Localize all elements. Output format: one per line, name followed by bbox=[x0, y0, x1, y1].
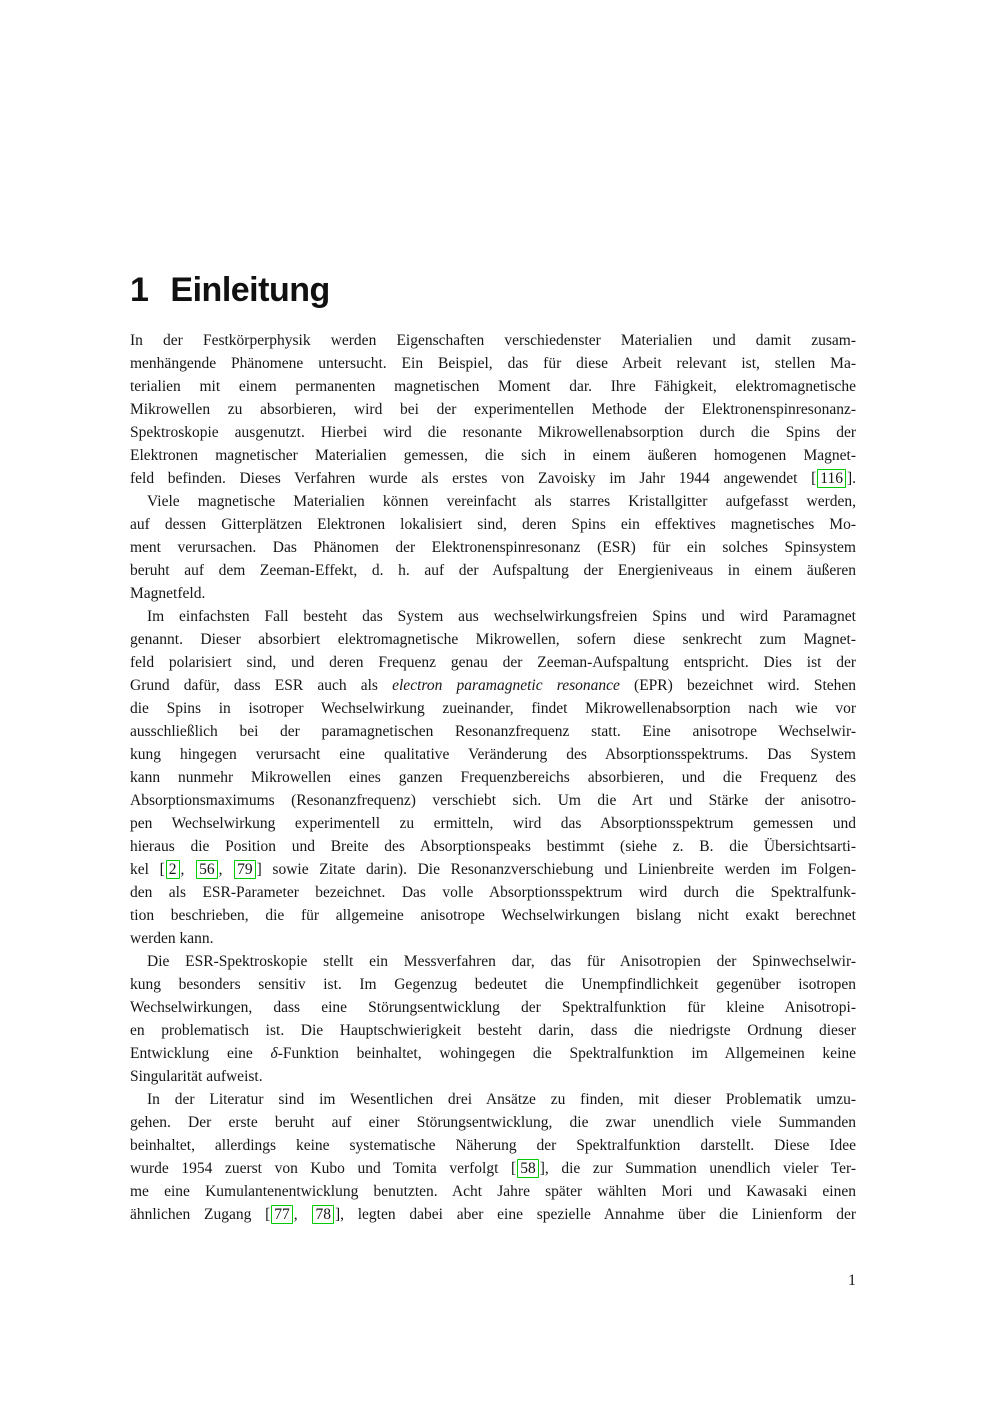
text-line: kung hingegen verursacht eine qualitative Veränderung des Absorptionsspektrums. Das System bbox=[130, 746, 856, 763]
text-line: pen Wechselwirkung experimentell zu ermitteln, wird das Absorptionsspektrum gemessen und bbox=[130, 815, 856, 832]
text-line: Singularität aufweist. bbox=[130, 1068, 263, 1085]
text-line: Elektronen magnetischer Materialien gemessen, die sich in einem äußeren homogenen Magnet- bbox=[130, 447, 856, 464]
citation-link[interactable]: 2 bbox=[166, 860, 180, 879]
text-line: Spektroskopie ausgenutzt. Hierbei wird die resonante Mikrowellenabsorption durch die Spins der bbox=[130, 424, 856, 441]
body-text bbox=[130, 329, 856, 1226]
text-line: gehen. Der erste beruht auf einer Störungsentwicklung, die zwar unendlich viele Summanden bbox=[130, 1114, 856, 1131]
text-line: ähnlichen Zugang [ 77 , 78 ], legten dabei aber eine spezielle Annahme über die Linienform der bbox=[130, 1206, 856, 1223]
paragraph bbox=[130, 950, 856, 1088]
text-line: en problematisch ist. Die Hauptschwierigkeit besteht darin, dass die niedrigste Ordnung dieser bbox=[130, 1022, 856, 1039]
text-line: feld polarisiert sind, und deren Frequenz genau der Zeeman-Aufspaltung entspricht. Dies ist der bbox=[130, 654, 856, 671]
text-line: kung besonders sensitiv ist. Im Gegenzug bedeutet die Unempfindlichkeit gegenüber isotropen bbox=[130, 976, 856, 993]
text-line: genannt. Dieser absorbiert elektromagnetische Mikrowellen, sofern diese senkrecht zum Magnet- bbox=[130, 631, 856, 648]
page-number: 1 bbox=[848, 1272, 856, 1289]
citation-link[interactable]: 58 bbox=[517, 1159, 539, 1178]
citation-link[interactable]: 79 bbox=[234, 860, 256, 879]
paragraph bbox=[130, 329, 856, 490]
text-line: den als ESR-Parameter bezeichnet. Das volle Absorptionsspektrum wird durch die Spektralfunk- bbox=[130, 884, 856, 901]
text-line: Wechselwirkungen, dass eine Störungsentwicklung der Spektralfunktion für kleine Anisotropi- bbox=[130, 999, 856, 1016]
text-line: Viele magnetische Materialien können vereinfacht als starres Kristallgitter aufgefasst werden, bbox=[147, 493, 856, 510]
italic-text: electron paramagnetic resonance bbox=[392, 677, 620, 694]
paragraph bbox=[130, 490, 856, 605]
text-line: beinhaltet, allerdings keine systematische Näherung der Spektralfunktion darstellt. Diese Idee bbox=[130, 1137, 856, 1154]
text-line: menhängende Phänomene untersucht. Ein Beispiel, das für diese Arbeit relevant ist, stellen Ma- bbox=[130, 355, 856, 372]
text-line: tion beschrieben, die für allgemeine anisotrope Wechselwirkungen bislang nicht exakt berechnet bbox=[130, 907, 856, 924]
text-line: ausschließlich bei der paramagnetischen Resonanzfrequenz statt. Eine anisotrope Wechselwir- bbox=[130, 723, 856, 740]
text-line: auf dessen Gitterplätzen Elektronen lokalisiert sind, deren Spins ein effektives magnetisches Mo- bbox=[130, 516, 856, 533]
text-line: Absorptionsmaximums (Resonanzfrequenz) verschiebt sich. Um die Art und Stärke der anisotro- bbox=[130, 792, 856, 809]
text-line: feld befinden. Dieses Verfahren wurde als erstes von Zavoisky im Jahr 1944 angewendet [ 116 ]. bbox=[130, 470, 856, 487]
citation-link[interactable]: 56 bbox=[196, 860, 218, 879]
text-line: Im einfachsten Fall besteht das System aus wechselwirkungsfreien Spins und wird Paramagnet bbox=[147, 608, 856, 625]
text-line: Mikrowellen zu absorbieren, wird bei der experimentellen Methode der Elektronenspinresonanz- bbox=[130, 401, 856, 418]
citation-link[interactable]: 77 bbox=[271, 1205, 293, 1224]
text-line: Entwicklung eine δ-Funktion beinhaltet, wohingegen die Spektralfunktion im Allgemeinen keine bbox=[130, 1045, 856, 1062]
paragraph bbox=[130, 1088, 856, 1226]
text-line: In der Festkörperphysik werden Eigenschaften verschiedenster Materialien und damit zusam- bbox=[130, 332, 856, 349]
citation-link[interactable]: 78 bbox=[312, 1205, 334, 1224]
text-line: werden kann. bbox=[130, 930, 214, 947]
section-title: Einleitung bbox=[170, 270, 330, 309]
text-line: Die ESR-Spektroskopie stellt ein Messverfahren dar, das für Anisotropien der Spinwechselwir- bbox=[147, 953, 856, 970]
text-line: die Spins in isotroper Wechselwirkung zueinander, findet Mikrowellenabsorption nach wie vor bbox=[130, 700, 856, 717]
paragraph bbox=[130, 605, 856, 950]
text-line: ment verursachen. Das Phänomen der Elektronenspinresonanz (ESR) für ein solches Spinsystem bbox=[130, 539, 856, 556]
text-line: kann nunmehr Mikrowellen eines ganzen Frequenzbereichs absorbieren, und die Frequenz des bbox=[130, 769, 856, 786]
citation-link[interactable]: 116 bbox=[817, 469, 846, 488]
text-line: Grund dafür, dass ESR auch als electron paramagnetic resonance (EPR) bezeichnet wird. Stehen bbox=[130, 677, 856, 694]
text-line: hieraus die Position und Breite des Absorptionspeaks bestimmt (siehe z. B. die Übersichtsarti- bbox=[130, 838, 856, 855]
text-line: In der Literatur sind im Wesentlichen drei Ansätze zu finden, mit dieser Problematik umzu- bbox=[147, 1091, 856, 1108]
section-number: 1 bbox=[130, 270, 149, 309]
text-line: wurde 1954 zuerst von Kubo und Tomita verfolgt [ 58 ], die zur Summation unendlich vieler Ter- bbox=[130, 1160, 856, 1177]
text-line: kel [ 2 , 56 , 79 ] sowie Zitate darin). Die Resonanzverschiebung und Linienbreite werden im Folgen- bbox=[130, 861, 856, 878]
text-line: Magnetfeld. bbox=[130, 585, 206, 602]
text-line: me eine Kumulantenentwicklung benutzten. Acht Jahre später wählten Mori und Kawasaki einen bbox=[130, 1183, 856, 1200]
section-heading bbox=[130, 271, 330, 310]
text-line: terialien mit einem permanenten magnetischen Moment dar. Ihre Fähigkeit, elektromagnetische bbox=[130, 378, 856, 395]
italic-text: δ bbox=[270, 1045, 278, 1062]
text-line: beruht auf dem Zeeman-Effekt, d. h. auf der Aufspaltung der Energieniveaus in einem äußeren bbox=[130, 562, 856, 579]
